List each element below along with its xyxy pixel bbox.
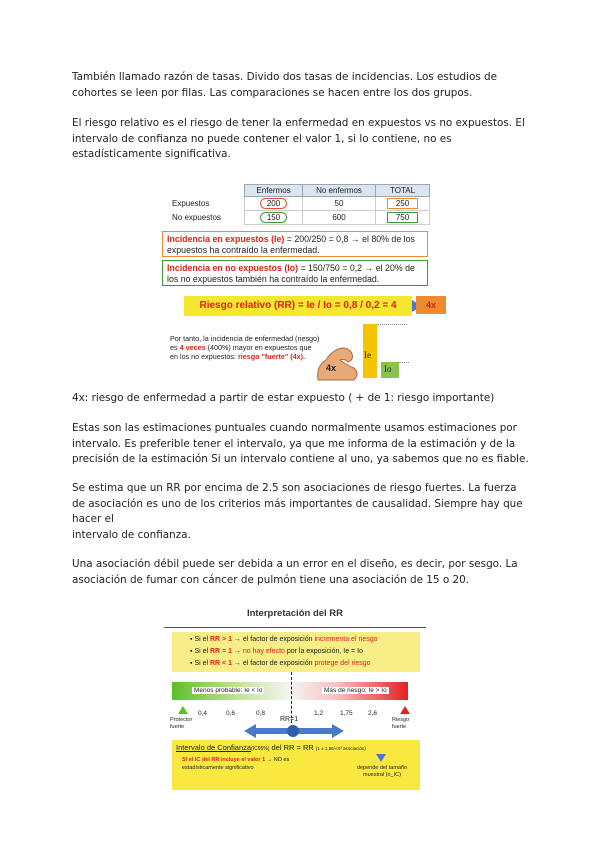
rr-formula-bar: Riesgo relativo (RR) = Ie / Io = 0,8 / 0,2 = 4	[184, 296, 412, 316]
incidence-unexposed-box	[162, 260, 428, 286]
bullet-box	[172, 632, 420, 672]
oval-highlight: 200	[260, 198, 287, 209]
table-row	[168, 197, 430, 211]
table-cell	[376, 197, 430, 211]
incidence-exposed-label: Incidencia en expuestos (Ie)	[167, 234, 285, 244]
riesgo-label: Riesgo fuerte	[392, 717, 410, 730]
protector-label: Protector fuerte	[170, 717, 193, 730]
list-item: ▪ Si el RR < 1 → el factor de exposición protege del riesgo	[190, 660, 371, 667]
rr-explanation	[170, 334, 320, 362]
interp-title: Interpretación del RR	[246, 608, 344, 619]
arrow-up-icon	[400, 706, 410, 714]
rr-explain-highlight: riesgo "fuerte" (4x).	[237, 352, 306, 362]
table-header-blank	[168, 185, 245, 197]
arm-label: 4x	[326, 363, 337, 373]
ic-depends: depende del tamaño muestral (n_IC)	[356, 765, 408, 778]
dotted-guide	[399, 362, 409, 363]
rr-explain-text: Por tanto, la incidencia de enfermedad (riesgo) es	[170, 334, 320, 353]
incidence-exposed-text: = 200/250 = 0,8 → el 80% de los expuestos ha contraído la enfermedad.	[167, 234, 415, 255]
arrow-down-icon	[376, 754, 386, 762]
arrow-up-icon	[178, 706, 188, 714]
paragraph-riesgo-relativo: El riesgo relativo es el riesgo de tener la enfermedad en expuestos vs no expuestos. El intervalo de confianza no puede contener el valor 1, si lo contiene, no es estadísticamente significativa.	[72, 117, 525, 160]
paragraph-fuerza-asociacion	[72, 481, 532, 543]
rr-explain-text: (400%) mayor en expuestos que en los no expuestos:	[170, 343, 312, 362]
rr-calculation-figure	[162, 184, 434, 384]
box-highlight: 250	[387, 198, 418, 209]
list-item: ▪ Si el RR > 1 → el factor de exposición incrementa el riesgo	[190, 636, 378, 643]
rr-explain-highlight: 4 veces	[179, 343, 206, 353]
table-header: Enfermos	[245, 185, 303, 197]
title-divider	[164, 627, 426, 628]
table-header: No enfermos	[302, 185, 375, 197]
table-cell: 600	[302, 211, 375, 225]
rr-badge: 4x	[416, 296, 446, 314]
tick-label: 1,2	[314, 710, 324, 717]
incidence-unexposed-label: Incidencia en no expuestos (Io)	[167, 263, 298, 273]
paragraph-text: Se estima que un RR por encima de 2.5 son asociaciones de riesgo fuertes. La fuerza de asociación es uno de los criterios más importantes de causalidad. Siempre hay que hacer el	[72, 482, 523, 525]
ic-box	[172, 740, 420, 790]
table-row	[168, 211, 430, 225]
rr-interpretation-figure	[164, 608, 426, 796]
table-cell	[245, 211, 303, 225]
bar-left-label: Menos probable: Ie < Io	[194, 687, 263, 694]
tick-label: 2,6	[368, 710, 378, 717]
bar-io-label: Io	[384, 364, 392, 374]
table-cell	[245, 197, 303, 211]
paragraph-text: intervalo de confianza.	[72, 528, 191, 541]
paragraph-cohortes: También llamado razón de tasas. Divido dos tasas de incidencias. Los estudios de cohortes se leen por filas. Las comparaciones se hacen entre los dos grupos.	[72, 71, 498, 99]
flexed-arm-icon	[314, 344, 362, 384]
ic-note: Si el IC del RR incluye el valor 1 → NO es estadísticamente significativo	[182, 757, 290, 771]
table-cell: No expuestos	[172, 213, 221, 222]
table-cell: Expuestos	[172, 199, 210, 208]
tick-label: 0,4	[198, 710, 208, 717]
box-highlight: 750	[387, 212, 418, 223]
tick-label: 0,8	[256, 710, 266, 717]
bar-ie-label: Ie	[364, 350, 371, 360]
table-header: TOTAL	[376, 185, 430, 197]
incidence-exposed-box	[162, 231, 428, 257]
dotted-guide	[377, 324, 407, 325]
table-cell: 50	[302, 197, 375, 211]
list-item: ▪ Si el RR = 1 → no hay efecto por la exposición, Ie = Io	[190, 648, 363, 655]
tick-label: 1,75	[340, 710, 353, 717]
incidence-unexposed-text: = 150/750 = 0,2 → el 20% de los no expuestos también ha contraído la enfermedad.	[167, 263, 415, 284]
rr1-label: RR=1	[280, 716, 299, 723]
paragraph-4x: 4x: riesgo de enfermedad a partir de estar expuesto ( + de 1: riesgo importante)	[72, 392, 495, 404]
tick-label: 0,6	[226, 710, 236, 717]
ic-title-line: Intervalo de Confianza(IC95%) del RR = RR (1 ± 1,96/√X² asociación)	[176, 743, 366, 752]
paragraph-asociacion-debil: Una asociación débil puede ser debida a un error en el diseño, es decir, por sesgo. La asociación de fumar con cáncer de pulmón tiene una asociación de 15 o 20.	[72, 558, 518, 586]
paragraph-estimaciones: Estas son las estimaciones puntuales cuando normalmente usamos estimaciones por intervalo. Es preferible tener el intervalo, ya que me informa de la estimación y de la precisión de la estimación Si un intervalo contiene al uno, ya sabemos que no es fiable.	[72, 422, 529, 465]
table-cell	[376, 211, 430, 225]
bar-right-label: Más de riesgo: Ie > Io	[324, 687, 387, 694]
double-arrow-icon	[244, 722, 344, 740]
oval-highlight: 150	[260, 212, 287, 223]
contingency-table	[168, 184, 430, 225]
